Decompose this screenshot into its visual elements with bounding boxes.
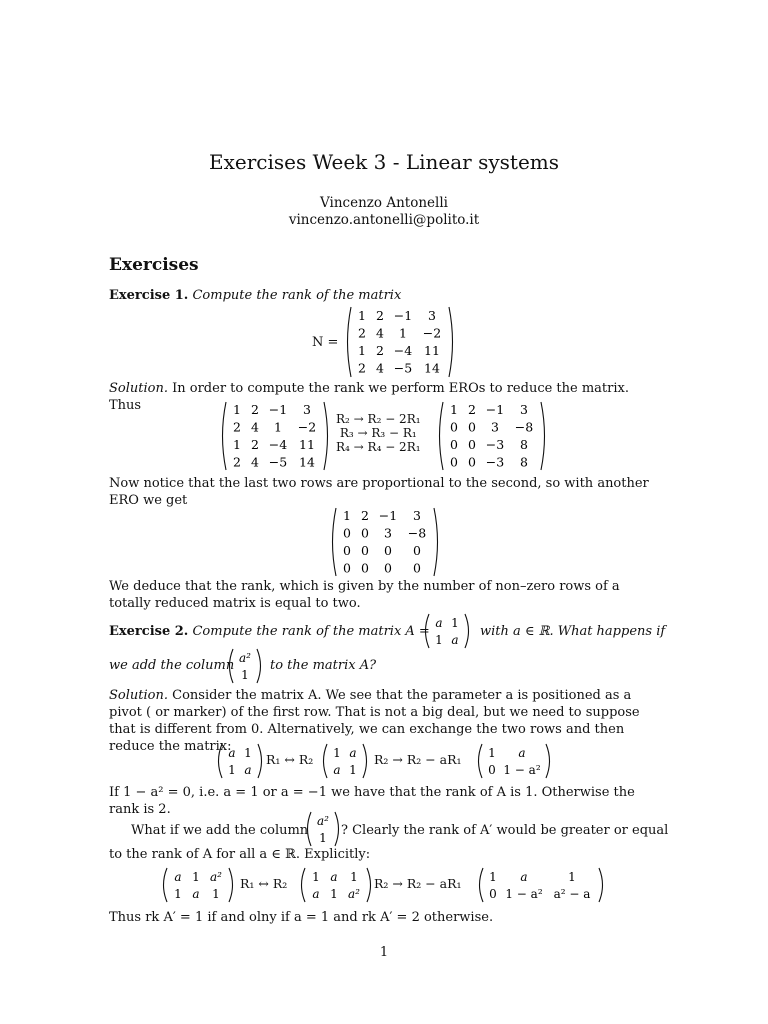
matrix-entry: 1	[192, 869, 200, 884]
matrix-entry: a	[435, 615, 443, 630]
matrix-entry: 3	[413, 508, 421, 524]
right-paren	[541, 402, 545, 470]
matrix-entry: 0	[361, 525, 369, 541]
matrix-entry: a²	[348, 886, 360, 901]
matrix-entry: 2	[358, 360, 366, 376]
left-paren	[324, 744, 328, 778]
matrix-entry: 3	[491, 419, 499, 435]
exercise1-label: Exercise 1.	[109, 288, 189, 303]
exercise1-conclusion: We deduce that the rank, which is given by the number of non–zero rows of a totally reduced matrix is equal to two.	[109, 579, 620, 611]
matrix-entry: a	[312, 886, 320, 901]
matrix-entry: a	[451, 632, 459, 647]
matrix-entry: 4	[251, 454, 259, 470]
notice-paragraph: Now notice that the last two rows are proportional to the second, so with another ERO we get	[109, 476, 649, 508]
matrix-entry: 3	[428, 308, 436, 324]
matrix-entry: −5	[268, 454, 288, 470]
right-paren	[434, 508, 438, 576]
matrix-entry: 1	[451, 615, 459, 630]
left-paren	[440, 402, 444, 470]
matrix-entry: 0	[450, 419, 458, 435]
column-vector-2	[306, 810, 340, 848]
swap-operation: R₁ ↔ R₂	[266, 752, 314, 767]
matrix-entry: 0	[384, 560, 392, 576]
matrix-entry: a	[192, 886, 200, 901]
matrix-entry: 1	[343, 508, 351, 524]
matrix-entry: −1	[378, 508, 398, 524]
matrix-entry: 1	[274, 419, 282, 435]
matrix-entry: 1	[244, 745, 252, 760]
exercise1-solution	[109, 380, 659, 414]
matrix-entry: −4	[268, 437, 288, 453]
exercise2-prompt-b: with a ∈ ℝ. What happens if	[480, 624, 666, 639]
matrix-entry: 3	[520, 402, 528, 418]
matrix-entry: 1	[349, 762, 357, 777]
matrix-entry: 14	[299, 454, 315, 470]
matrix-entry: −1	[393, 308, 413, 324]
matrix-entry: 2	[251, 437, 259, 453]
matrix-entry: 1	[358, 308, 366, 324]
matrix-a	[424, 612, 470, 650]
left-paren	[219, 744, 223, 778]
exercise2-prompt-a: Compute the rank of the matrix A =	[192, 624, 430, 639]
left-paren	[230, 649, 234, 683]
matrix-entry: 2	[376, 308, 384, 324]
matrix-entry: a²	[239, 650, 251, 665]
matrix-entry: a	[244, 762, 252, 777]
right-paren	[367, 868, 371, 902]
matrix-entry: 1 − a²	[503, 762, 541, 777]
left-paren	[333, 508, 337, 576]
matrix-entry: 1	[174, 886, 182, 901]
matrix-reduced	[437, 400, 547, 472]
matrix-augmented-swapped	[298, 866, 374, 904]
matrix-n	[345, 305, 455, 379]
matrix-entry: 1	[399, 325, 407, 341]
matrix-entry: 0	[468, 419, 476, 435]
column-vector	[228, 647, 262, 685]
matrix-entry: 4	[251, 419, 259, 435]
left-paren	[308, 812, 312, 846]
matrix-entry: 1	[212, 886, 220, 901]
matrix-entry: a	[518, 745, 526, 760]
matrix-entry: a² − a	[553, 886, 591, 901]
right-paren	[599, 868, 603, 902]
right-paren	[324, 402, 328, 470]
left-paren	[480, 868, 484, 902]
matrix-entry: 2	[468, 402, 476, 418]
left-paren	[479, 744, 483, 778]
ero-op-1: R₂ → R₂ − 2R₁	[336, 412, 421, 426]
matrix-entry: 2	[233, 419, 241, 435]
matrix-entry: 1	[241, 667, 249, 682]
page-number: 1	[379, 945, 389, 960]
swap-operation-2: R₁ ↔ R₂	[240, 876, 288, 891]
matrix-entry: 0	[489, 886, 497, 901]
matrix-entry: 0	[488, 762, 496, 777]
matrix-entry: −8	[407, 525, 427, 541]
matrix-entry: 4	[376, 360, 384, 376]
solution-label-2: Solution.	[109, 688, 168, 703]
ero-op-2: R₃ → R₃ − R₁	[339, 426, 417, 440]
right-paren	[258, 744, 262, 778]
matrix-entry: −4	[393, 343, 413, 359]
right-paren	[229, 868, 233, 902]
matrix-entry: 4	[376, 325, 384, 341]
matrix-entry: 0	[413, 543, 421, 559]
matrix-entry: 1	[330, 886, 338, 901]
matrix-entry: 0	[450, 454, 458, 470]
matrix-entry: 0	[361, 560, 369, 576]
matrix-entry: a	[228, 745, 236, 760]
matrix-entry: 2	[361, 508, 369, 524]
left-paren	[348, 307, 352, 377]
matrix-entry: 11	[424, 343, 440, 359]
matrix-entry: 0	[384, 543, 392, 559]
matrix-entry: −8	[514, 419, 534, 435]
matrix-entry: 1	[358, 343, 366, 359]
matrix-entry: 3	[384, 525, 392, 541]
exercise2-statement-a	[109, 624, 430, 639]
solution-label: Solution.	[109, 381, 168, 396]
matrix-a-copy	[217, 742, 263, 780]
matrix-entry: 1	[488, 745, 496, 760]
matrix-entry: 1	[312, 869, 320, 884]
right-paren	[449, 307, 453, 377]
matrix-entry: 2	[251, 402, 259, 418]
matrix-entry: −2	[422, 325, 442, 341]
matrix-entry: a	[349, 745, 357, 760]
matrix-entry: 11	[299, 437, 315, 453]
solution-text: In order to compute the rank we perform EROs to reduce the matrix. Thus	[109, 381, 629, 413]
matrix-augmented	[160, 866, 236, 904]
matrix-entry: a	[174, 869, 182, 884]
matrix-reduced-a	[476, 742, 552, 780]
matrix-entry: 1	[233, 437, 241, 453]
matrix-entry: 0	[361, 543, 369, 559]
matrix-entry: −1	[485, 402, 505, 418]
matrix-entry: a	[333, 762, 341, 777]
exercise2-prompt-d: to the matrix A?	[270, 658, 377, 673]
matrix-entry: 1	[568, 869, 576, 884]
matrix-entry: −5	[393, 360, 413, 376]
matrix-entry: 8	[520, 454, 528, 470]
final-statement: Thus rk A′ = 1 if and olny if a = 1 and rk A′ = 2 otherwise.	[109, 910, 494, 925]
matrix-final	[330, 506, 440, 578]
author-email: vincenzo.antonelli@polito.it	[288, 212, 480, 228]
matrix-entry: 0	[468, 454, 476, 470]
exercise2-solution	[109, 687, 659, 755]
matrix-entry: 1	[319, 830, 327, 845]
exercise2-label: Exercise 2.	[109, 624, 189, 639]
left-paren	[426, 614, 430, 648]
section-heading: Exercises	[109, 255, 199, 275]
matrix-entry: 2	[376, 343, 384, 359]
matrix-entry: −2	[297, 419, 317, 435]
ero-operations	[336, 412, 421, 454]
right-paren	[257, 649, 261, 683]
matrix-entry: 8	[520, 437, 528, 453]
matrix-entry: 0	[450, 437, 458, 453]
matrix-original	[220, 400, 330, 472]
ero-op-3: R₄ → R₄ − 2R₁	[336, 440, 421, 454]
what-if-a: What if we add the column	[131, 823, 309, 838]
matrix-entry: 1	[333, 745, 341, 760]
matrix-entry: −3	[485, 437, 505, 453]
right-paren	[465, 614, 469, 648]
matrix-entry: a	[520, 869, 528, 884]
what-if-b: ? Clearly the rank of A′ would be greater or equal	[341, 823, 669, 838]
matrix-augmented-reduced	[476, 866, 606, 904]
matrix-entry: −3	[485, 454, 505, 470]
matrix-entry: 2	[233, 454, 241, 470]
matrix-entry: 1	[233, 402, 241, 418]
matrix-entry: a²	[210, 869, 222, 884]
exercise1-statement	[109, 287, 659, 304]
left-paren	[223, 402, 227, 470]
matrix-entry: 1	[450, 402, 458, 418]
matrix-entry: 14	[424, 360, 440, 376]
right-paren	[335, 812, 339, 846]
matrix-entry: 2	[358, 325, 366, 341]
rank-paragraph: If 1 − a² = 0, i.e. a = 1 or a = −1 we have that the rank of A is 1. Otherwise the rank is 2.	[109, 785, 635, 817]
what-if-c: to the rank of A for all a ∈ ℝ. Explicitly:	[109, 847, 371, 862]
matrix-entry: 0	[343, 525, 351, 541]
matrix-entry: a²	[317, 813, 329, 828]
document-title: Exercises Week 3 - Linear systems	[208, 150, 560, 174]
matrix-entry: 0	[413, 560, 421, 576]
right-paren	[546, 744, 550, 778]
matrix-n-label: N =	[312, 335, 339, 350]
solution-text-2: Consider the matrix A. We see that the parameter a is positioned as a pivot ( or marker) of the first row. That is not a big deal, but we need to suppose that is different from 0. Alternatively, we can exchange the two rows and then reduce the matrix:	[109, 688, 640, 754]
matrix-entry: 0	[468, 437, 476, 453]
matrix-entry: 0	[343, 543, 351, 559]
matrix-entry: a	[330, 869, 338, 884]
exercise1-prompt: Compute the rank of the matrix	[192, 288, 402, 303]
matrix-entry: 1	[228, 762, 236, 777]
reduce-operation: R₂ → R₂ − aR₁	[374, 752, 462, 767]
matrix-entry: 1	[435, 632, 443, 647]
author-name: Vincenzo Antonelli	[320, 195, 448, 211]
exercise2-prompt-c: we add the column	[109, 658, 235, 673]
matrix-entry: 1	[350, 869, 358, 884]
left-paren	[164, 868, 168, 902]
right-paren	[363, 744, 367, 778]
reduce-operation-2: R₂ → R₂ − aR₁	[374, 876, 462, 891]
matrix-entry: 3	[303, 402, 311, 418]
matrix-entry: 1 − a²	[505, 886, 543, 901]
matrix-entry: −1	[268, 402, 288, 418]
matrix-swapped	[322, 742, 368, 780]
matrix-entry: 1	[489, 869, 497, 884]
matrix-entry: 0	[343, 560, 351, 576]
left-paren	[302, 868, 306, 902]
